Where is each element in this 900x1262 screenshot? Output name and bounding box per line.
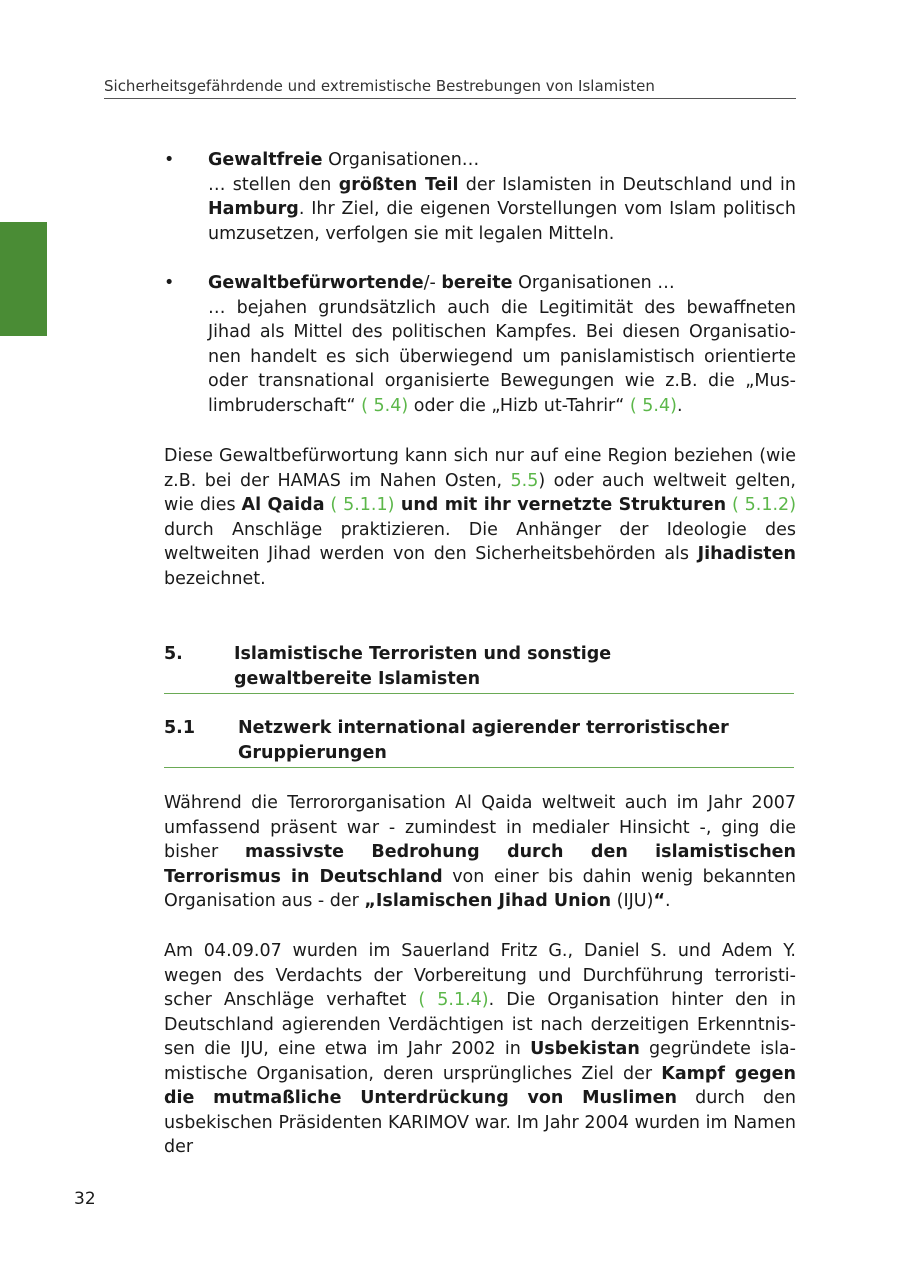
body-text: Während die Terrororganisation Al Qaida weltweit auch im Jahr 2007 umfassend präsent war - zumindest in medialer Hinsicht -, ging die bisher xyxy=(164,793,796,862)
body-text: von einer bis dahin wenig bekannten Organisation aus - der xyxy=(164,866,796,911)
subsection-heading xyxy=(164,716,794,768)
section-title-line: Netzwerk international agierender terroristischer xyxy=(238,718,729,738)
bold-term: „Islamischen Jihad Union xyxy=(364,891,612,911)
body-text: der Islamisten in Deutschland und in xyxy=(458,174,797,195)
cross-reference-link[interactable]: 5.5 xyxy=(510,470,539,491)
body-text: ) oder auch weltweit gelten, wie dies xyxy=(164,470,796,515)
bold-term: bereite xyxy=(441,273,513,293)
bold-term: “ xyxy=(653,891,665,911)
body-text: … stellen den xyxy=(208,174,339,195)
bullet-marker: • xyxy=(164,273,175,293)
section-number: 5. xyxy=(164,644,183,664)
lead-text: /- xyxy=(423,273,442,293)
bullet-lead xyxy=(208,271,796,296)
body-text: … bejahen grundsätzlich auch die Legitimität des bewaffneten Jihad als Mittel des politischen Kampfes. Bei diesen Organisationen handelt es sich überwiegend um panislamistisch orientierte oder transnational organisierte Bewegungen wie z.B. die „Muslimbruderschaft“ xyxy=(208,297,796,416)
section-title-line: Gruppierungen xyxy=(238,742,387,763)
body-text: . xyxy=(664,891,671,911)
cross-reference-link[interactable]: ( 5.1.4) xyxy=(418,990,489,1010)
bold-term: Hamburg xyxy=(208,199,299,219)
section-title-line: gewaltbereite Islamisten xyxy=(234,668,481,689)
bullet-marker: • xyxy=(164,150,175,170)
body-text: bezeichnet. xyxy=(164,568,266,589)
bullet-item xyxy=(164,148,796,246)
section-number: 5.1 xyxy=(164,718,196,738)
cross-reference-link[interactable]: ( 5.4) xyxy=(361,395,409,416)
body-text: . xyxy=(676,395,683,416)
body-text: gegründete islamistische Organisation, deren ursprüngliches Ziel der xyxy=(164,1039,796,1084)
paragraph xyxy=(164,939,796,1160)
lead-text: Organisationen… xyxy=(322,150,480,170)
bullet-lead xyxy=(208,148,796,173)
section-title-line: Islamistische Terroristen und sonstige xyxy=(234,644,612,664)
cross-reference-link[interactable]: ( 5.1.1) xyxy=(324,495,395,515)
bold-term: und mit ihr vernetzte Strukturen xyxy=(394,495,727,515)
bold-term: Usbekistan xyxy=(530,1039,640,1059)
bold-term: massivste Bedrohung durch den islamistischen Terrorismus in Deutschland xyxy=(164,842,796,887)
running-head: Sicherheitsgefährdende und extremistische Bestrebungen von Islamisten xyxy=(104,76,796,99)
body-text: . Die Organisation hinter den in Deutschland agierenden Verdächtigen ist nach derzeitigen Erkenntnissen die IJU, eine etwa im Jahr 2002 in xyxy=(164,990,796,1059)
section-heading xyxy=(164,642,794,694)
paragraph xyxy=(164,791,796,914)
body-text: . Ihr Ziel, die eigenen Vorstellungen vom Islam politisch umzusetzen, verfolgen sie mit legalen Mitteln. xyxy=(208,199,796,244)
bold-term: größten Teil xyxy=(338,174,459,195)
bold-term: Gewaltfreie xyxy=(208,150,323,170)
body-text: oder die „Hizb ut-Tahrir“ xyxy=(408,395,630,416)
chapter-side-tab xyxy=(0,222,47,336)
paragraph xyxy=(164,444,796,591)
bold-term: Al Qaida xyxy=(241,495,325,515)
bold-term: Kampf gegen die mutmaßliche Unterdrückung von Muslimen xyxy=(164,1063,796,1108)
body-text: Am 04.09.07 wurden im Sauerland Fritz G., Daniel S. und Adem Y. wegen des Verdachts der Vorbereitung und Durchführung terroristischer Anschläge verhaftet xyxy=(164,941,796,1010)
lead-text: Organisationen … xyxy=(512,273,675,293)
body-text: (IJU) xyxy=(611,891,654,911)
cross-reference-link[interactable]: ( 5.1.2) xyxy=(726,495,797,515)
page-number: 32 xyxy=(74,1189,96,1209)
bold-term: Gewaltbefürwortende xyxy=(208,273,424,293)
bullet-item xyxy=(164,271,796,418)
body-text: Diese Gewaltbefürwortung kann sich nur auf eine Region beziehen (wie z.B. bei der HAMAS im Nahen Osten, xyxy=(164,446,796,491)
body-text: durch den usbekischen Präsidenten KARIMOV war. Im Jahr 2004 wurden im Namen der xyxy=(164,1088,796,1157)
bold-term: Jihadisten xyxy=(697,544,796,564)
cross-reference-link[interactable]: ( 5.4) xyxy=(629,395,677,416)
body-text: durch Anschläge praktizieren. Die Anhänger der Ideologie des weltweiten Jihad werden von den Sicherheitsbehörden als xyxy=(164,519,796,564)
